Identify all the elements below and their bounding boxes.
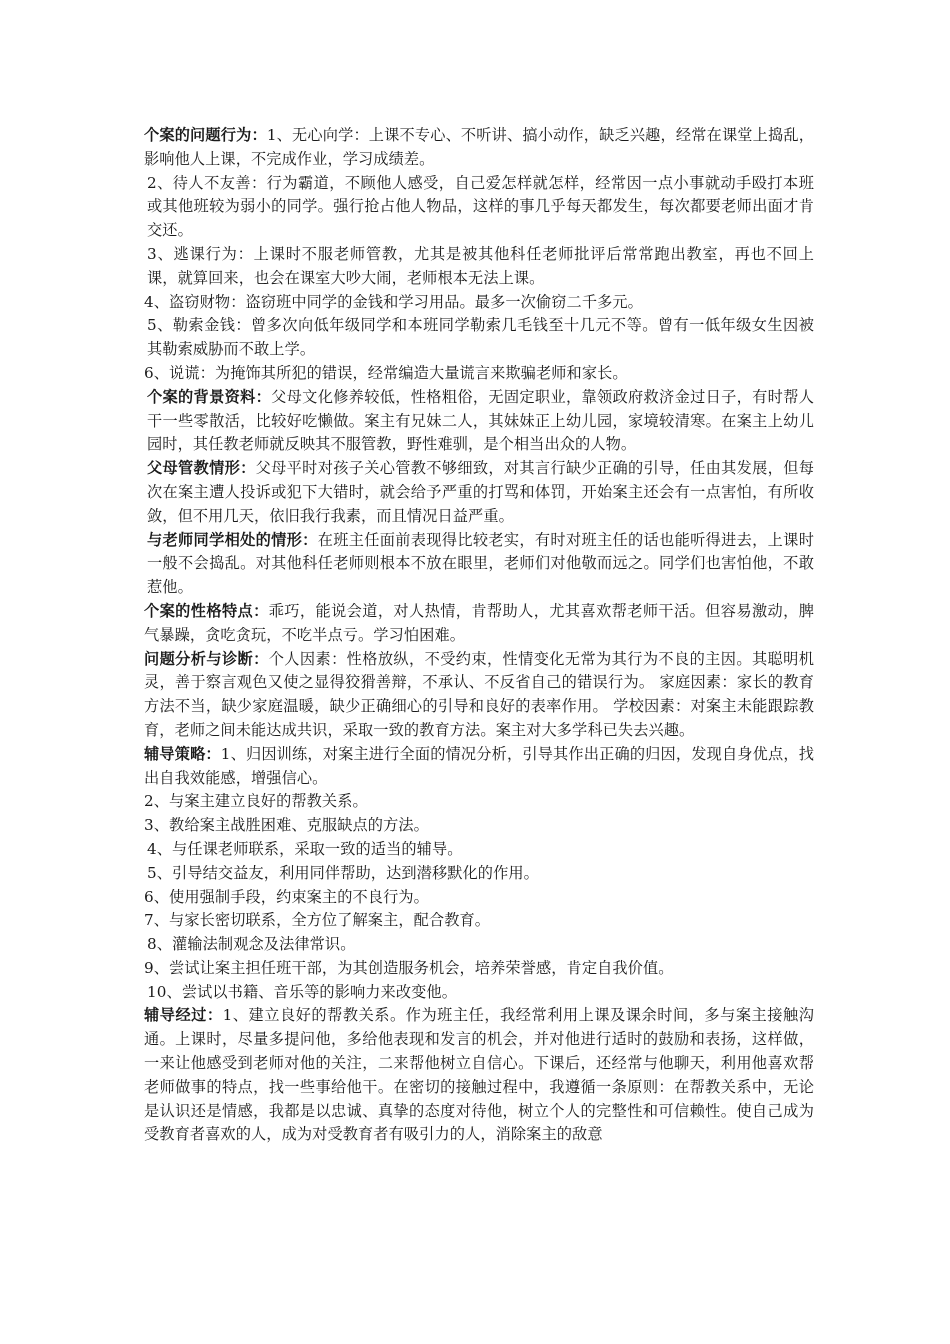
paragraph-theft xyxy=(144,291,814,315)
paragraph-strategy-8 xyxy=(144,933,814,957)
paragraph-strategy-2 xyxy=(144,790,814,814)
heading-background: 个案的背景资料： xyxy=(147,387,272,406)
text-parenting: 父母平时对孩子关心管教不够细致，对其言行缺少正确的引导，任由其发展，但每次在案主遭人投诉或犯下大错时，就会给予严重的打骂和体罚，开始案主还会有一点害怕，有所收敛，但不用几天，依旧我行我素，而且情况日益严重。 xyxy=(147,459,814,525)
paragraph-strategy-4 xyxy=(144,838,814,862)
paragraph-unfriendly xyxy=(144,172,814,243)
paragraph-extortion xyxy=(144,314,814,362)
text-truancy: 3、逃课行为：上课时不服老师管教，尤其是被其他科任老师批评后常常跑出教室，再也不回上课，就算回来，也会在课室大吵大闹，老师根本无法上课。 xyxy=(147,244,814,287)
heading-parenting: 父母管教情形： xyxy=(147,459,256,478)
heading-problem-behavior: 个案的问题行为： xyxy=(144,126,267,144)
paragraph-strategy xyxy=(144,743,814,791)
paragraph-strategy-10 xyxy=(144,981,814,1005)
paragraph-lying xyxy=(144,362,814,386)
paragraph-background xyxy=(144,386,814,457)
text-strategy-7: 7、与家长密切联系，全方位了解案主，配合教育。 xyxy=(144,911,491,930)
heading-relations: 与老师同学相处的情形： xyxy=(147,530,318,549)
text-theft: 4、盗窃财物：盗窃班中同学的金钱和学习用品。最多一次偷窃二千多元。 xyxy=(144,292,643,311)
text-strategy-5: 5、引导结交益友，利用同伴帮助，达到潜移默化的作用。 xyxy=(147,863,539,882)
heading-personality: 个案的性格特点： xyxy=(144,601,269,620)
paragraph-parenting xyxy=(144,457,814,528)
text-lying: 6、说谎：为掩饰其所犯的错误，经常编造大量谎言来欺骗老师和家长。 xyxy=(144,363,628,382)
text-relations: 在班主任面前表现得比较老实，有时对班主任的话也能听得进去，上课时一般不会捣乱。对其他科任老师则根本不放在眼里，老师们对他敬而远之。同学们也害怕他，不敢惹他。 xyxy=(147,530,814,597)
text-strategy-3: 3、教给案主战胜困难、克服缺点的方法。 xyxy=(144,816,429,835)
text-strategy-2: 2、与案主建立良好的帮教关系。 xyxy=(144,792,368,811)
text-background: 父母文化修养较低，性格粗俗，无固定职业，靠领政府救济金过日子，有时帮人干一些零散活，比较好吃懒做。案主有兄妹二人，其妹妹正上幼儿园，家境较清寒。在案主上幼儿园时，其任教老师就反映其不服管教，野性难驯，是个相当出众的人物。 xyxy=(147,387,814,454)
text-diagnosis: 个人因素：性格放纵，不受约束，性情变化无常为其行为不良的主因。其聪明机灵，善于察言观色又使之显得狡猾善辩，不承认、不反省自己的错误行为。 家庭因素：家长的教育方法不当，缺少家庭温暖，缺少正确细心的引导和良好的表率作用。 学校因素：对案主未能跟踪教育，老师之间未能达成共识，采取一致的教育方法。案主对大多学科已失去兴趣。 xyxy=(144,649,815,739)
paragraph-problem-behavior xyxy=(144,124,814,172)
text-strategy-10: 10、尝试以书籍、音乐等的影响力来改变他。 xyxy=(147,982,457,1001)
text-strategy-9: 9、尝试让案主担任班干部，为其创造服务机会，培养荣誉感，肯定自我价值。 xyxy=(144,958,674,977)
text-extortion: 5、勒索金钱：曾多次向低年级同学和本班同学勒索几毛钱至十几元不等。曾有一低年级女生因被其勒索威胁而不敢上学。 xyxy=(147,316,814,359)
heading-process: 辅导经过： xyxy=(144,1006,223,1025)
text-strategy-1: 1、归因训练，对案主进行全面的情况分析，引导其作出正确的归因，发现自身优点，找出自我效能感，增强信心。 xyxy=(144,744,815,787)
paragraph-strategy-7 xyxy=(144,909,814,933)
paragraph-relations xyxy=(144,529,814,600)
paragraph-personality xyxy=(144,600,814,648)
text-process: 1、建立良好的帮教关系。作为班主任，我经常利用上课及课余时间，多与案主接触沟通。上课时，尽量多提问他，多给他表现和发言的机会，并对他进行适时的鼓励和表扬，这样做，一来让他感受到老师对他的关注，二来帮他树立自信心。下课后，还经常与他聊天，利用他喜欢帮老师做事的特点，找一些事给他干。在密切的接触过程中，我遵循一条原则：在帮教关系中，无论是认识还是情感，我都是以忠诚、真挚的态度对待他，树立个人的完整性和可信赖性。使自己成为受教育者喜欢的人，成为对受教育者有吸引力的人，消除案主的敌意 xyxy=(144,1006,815,1144)
heading-strategy: 辅导策略： xyxy=(144,744,221,763)
paragraph-truancy xyxy=(144,243,814,291)
text-strategy-4: 4、与任课老师联系，采取一致的适当的辅导。 xyxy=(147,839,463,858)
text-unfriendly: 2、待人不友善：行为霸道，不顾他人感受，自己爱怎样就怎样，经常因一点小事就动手殴打本班或其他班较为弱小的同学。强行抢占他人物品，这样的事几乎每天都发生，每次都要老师出面才肯交还。 xyxy=(147,173,814,240)
paragraph-strategy-3 xyxy=(144,814,814,838)
text-no-interest: 1、无心向学：上课不专心、不听讲、搞小动作，缺乏兴趣，经常在课堂上捣乱，影响他人上课，不完成作业，学习成绩差。 xyxy=(144,126,814,168)
paragraph-strategy-5 xyxy=(144,862,814,886)
paragraph-strategy-9 xyxy=(144,957,814,981)
paragraph-diagnosis xyxy=(144,648,814,743)
text-strategy-6: 6、使用强制手段，约束案主的不良行为。 xyxy=(144,887,429,906)
paragraph-strategy-6 xyxy=(144,886,814,910)
paragraph-process xyxy=(144,1004,814,1147)
text-strategy-8: 8、灌输法制观念及法律常识。 xyxy=(147,935,356,954)
text-personality: 乖巧，能说会道，对人热情，肯帮助人，尤其喜欢帮老师干活。但容易激动，脾气暴躁，贪吃贪玩，不吃半点亏。学习怕困难。 xyxy=(144,601,815,644)
heading-diagnosis: 问题分析与诊断： xyxy=(144,649,269,668)
